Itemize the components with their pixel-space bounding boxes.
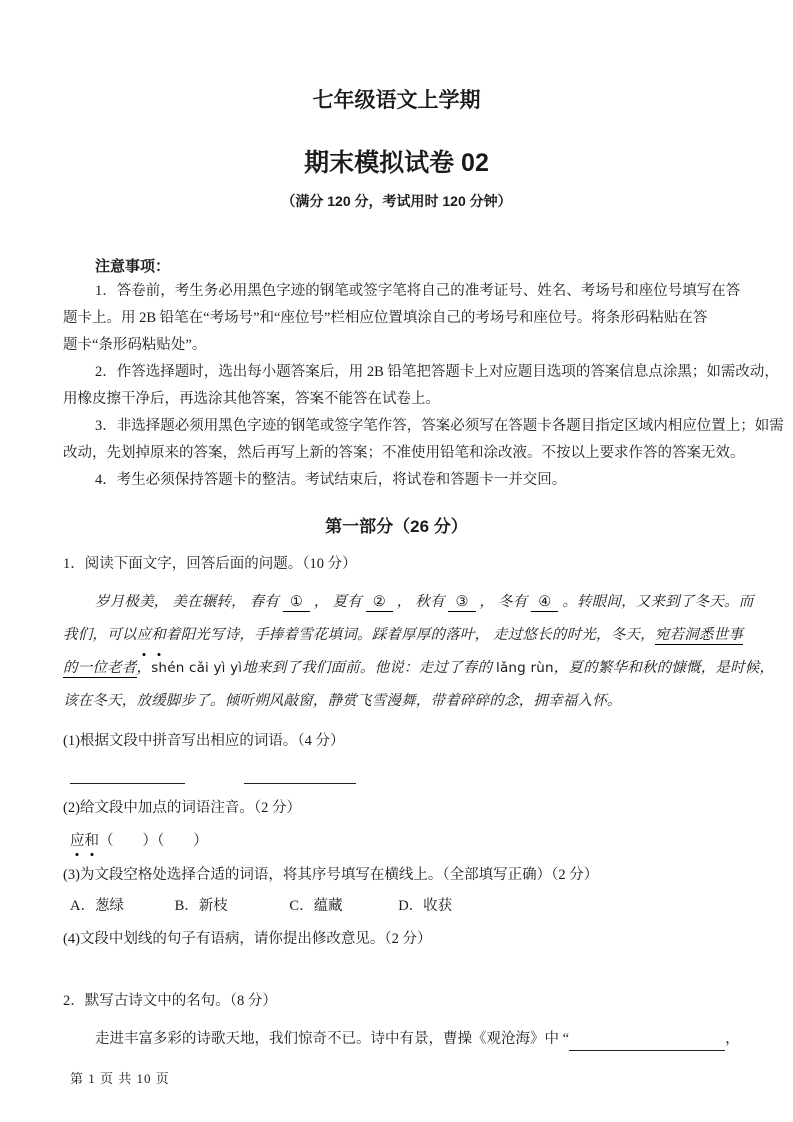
option-item: D．收获 xyxy=(398,898,453,914)
blank-number-3: ③ xyxy=(448,595,475,612)
paren-blanks: （ ）（ ） xyxy=(99,833,208,849)
passage-text: ， 冬有 xyxy=(479,594,528,610)
q1-stem: 1．阅读下面文字，回答后面的问题。（10 分） xyxy=(63,556,357,572)
notice-line: 2．作答选择题时，选出每小题答案后，用 2B 铅笔把答题卡上对应题目选项的答案信息点涂黑；如需改动， xyxy=(95,364,779,380)
exam-info: （满分 120 分，考试用时 120 分钟） xyxy=(281,193,512,209)
blank-number-2: ② xyxy=(366,595,393,612)
underlined-phrase: 的一位老者 xyxy=(63,660,137,676)
passage-text: ， xyxy=(136,660,152,676)
pinyin-text: lǎng rùn xyxy=(496,660,554,676)
notice-line: 用橡皮擦干净后，再选涂其他答案，答案不能答在试卷上。 xyxy=(63,391,440,407)
emphasis-char: 和 xyxy=(151,619,166,652)
passage-line xyxy=(63,619,744,652)
q1-sub2-word-row xyxy=(63,830,730,852)
notice-line: 1．答卷前，考生务必用黑色字迹的钢笔或签字笔将自己的准考证号、姓名、考场号和座位号填写在答 xyxy=(95,283,741,299)
passage-line xyxy=(63,652,775,685)
notice-line: 题卡上。用 2B 铅笔在“考场号”和“座位号”栏相应位置填涂自己的考场号和座位号。将条形码粘贴在答 xyxy=(63,310,708,326)
course-title: 七年级语文上学期 xyxy=(312,89,481,112)
passage-text: ， 夏有 xyxy=(313,594,362,610)
passage-text: 岁月极美， 美在辗转， 春有 xyxy=(95,594,280,610)
paper-title: 期末模拟试卷 02 xyxy=(304,149,489,177)
option-item: B．新枝 xyxy=(174,898,228,914)
passage-text: ， 秋有 xyxy=(396,594,445,610)
page-footer: 第 1 页 共 10 页 xyxy=(70,1071,170,1086)
answer-blank xyxy=(569,1035,725,1051)
notice-line: 改动，先划掉原来的答案，然后再写上新的答案；不准使用铅笔和涂改液。不按以上要求作答的答案无效。 xyxy=(63,445,745,461)
answer-blank-row xyxy=(63,767,730,785)
passage-text: 我们，可以 xyxy=(63,627,137,643)
q1-sub4-stem: (4)文段中划线的句子有语病，请你提出修改意见。（2 分） xyxy=(63,931,432,947)
notice-section xyxy=(63,256,784,494)
q1-sub3-stem: (3)为文段空格处选择合适的词语，将其序号填写在横线上。（全部填写正确）（2 分） xyxy=(63,867,599,883)
q1-sub1-stem: (1)根据文段中拼音写出相应的词语。（4 分） xyxy=(63,733,345,749)
emphasis-char: 应 xyxy=(70,830,85,852)
q1-passage xyxy=(63,586,775,718)
answer-blank xyxy=(244,768,356,784)
underlined-phrase: 宛若洞悉世事 xyxy=(654,627,744,643)
passage-line xyxy=(63,586,754,619)
option-item: A．葱绿 xyxy=(70,898,124,914)
notice-line: 题卡“条形码粘贴处”。 xyxy=(63,337,207,353)
q1-sub3-options xyxy=(63,896,730,916)
passage-text: 。转眼间，又来到了冬天。而 xyxy=(562,594,754,610)
notice-heading: 注意事项： xyxy=(95,258,171,275)
q1-sub2-stem: (2)给文段中加点的词语注音。（2 分） xyxy=(63,800,302,816)
passage-text: ，夏的繁华和秋的慷慨，是时候， xyxy=(553,660,775,676)
q2-text: 走进丰富多彩的诗歌天地，我们惊奇不已。诗中有景，曹操《观沧海》中 “ xyxy=(95,1031,570,1047)
answer-blank xyxy=(70,768,185,784)
q2-stem: 2．默写古诗文中的名句。（8 分） xyxy=(63,993,277,1009)
passage-text: 着阳光写诗，手捧着雪花填词。踩着厚厚的落叶， 走过悠长的时光，冬天， xyxy=(165,627,655,643)
blank-number-1: ① xyxy=(283,595,310,612)
q2-text: ， xyxy=(725,1031,740,1047)
passage-line: 该在冬天，放缓脚步了。倾听朔风敲窗，静赏飞雪漫舞，带着碎碎的念，拥幸福入怀。 xyxy=(63,693,622,709)
pinyin-text: shén cǎi yì yì xyxy=(151,660,243,676)
q2-line xyxy=(63,1027,740,1051)
notice-line: 3．非选择题必须用黑色字迹的钢笔或签字笔作答，答案必须写在答题卡各题目指定区域内相应位置上；如需 xyxy=(95,418,784,434)
blank-number-4: ④ xyxy=(531,595,558,612)
emphasis-char: 和 xyxy=(85,830,100,852)
notice-line: 4．考生必须保持答题卡的整洁。考试结束后，将试卷和答题卡一并交回。 xyxy=(95,472,567,488)
part1-heading: 第一部分（26 分） xyxy=(325,517,468,536)
passage-text: 地来到了我们面前。他说：走过了春的 xyxy=(242,660,496,676)
emphasis-char: 应 xyxy=(137,619,152,652)
option-item: C．蕴藏 xyxy=(289,898,343,914)
